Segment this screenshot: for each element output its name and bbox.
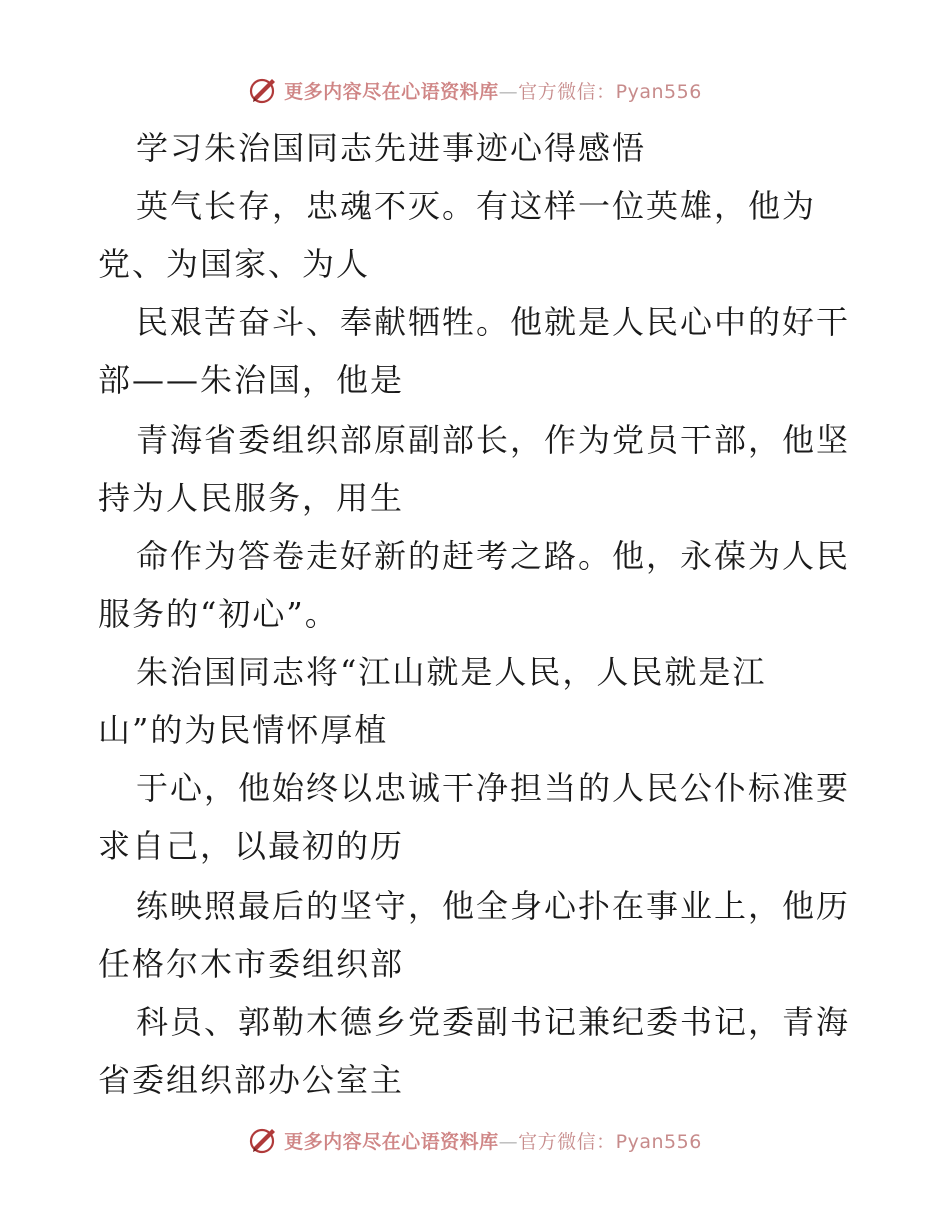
- footer-banner: [0, 1120, 950, 1160]
- paragraph-line: 持为人民服务，用生: [98, 479, 405, 517]
- paragraph-line: 民艰苦奋斗、奉献牺牲。他就是人民心中的好干: [136, 303, 851, 341]
- paragraph-line: 求自己，以最初的历: [98, 827, 405, 865]
- paragraph-line: 英气长存，忠魂不灭。有这样一位英雄，他为: [136, 187, 817, 225]
- banner-separator: —: [498, 1130, 519, 1153]
- paragraph-line: 朱治国同志将“江山就是人民，人民就是江: [136, 653, 767, 691]
- quill-pen-logo-icon: [248, 75, 278, 105]
- paragraph-line: 服务的“初心”。: [98, 595, 339, 633]
- paragraph-line: 练映照最后的坚守，他全身心扑在事业上，他历: [136, 887, 851, 925]
- banner-wechat-text: 官方微信：Pyan556: [518, 1130, 702, 1153]
- footer-banner-text: [284, 1127, 702, 1154]
- paragraph-line: 党、为国家、为人: [98, 245, 371, 283]
- paragraph-line: 省委组织部办公室主: [98, 1061, 405, 1099]
- paragraph-line: 命作为答卷走好新的赶考之路。他，永葆为人民: [136, 537, 851, 575]
- banner-site-text: 更多内容尽在心语资料库: [284, 80, 499, 103]
- paragraph-line: 部——朱治国，他是: [98, 361, 405, 399]
- document-title: 学习朱治国同志先进事迹心得感悟: [136, 129, 647, 167]
- paragraph-line: 青海省委组织部原副部长，作为党员干部，他坚: [136, 421, 851, 459]
- banner-wechat-text: 官方微信：Pyan556: [518, 80, 702, 103]
- header-banner: [0, 70, 950, 110]
- header-banner-text: [284, 77, 702, 104]
- paragraph-line: 于心，他始终以忠诚干净担当的人民公仆标准要: [136, 769, 851, 807]
- banner-site-text: 更多内容尽在心语资料库: [284, 1130, 499, 1153]
- quill-pen-logo-icon: [248, 1125, 278, 1155]
- paragraph-line: 山”的为民情怀厚植: [98, 711, 389, 749]
- paragraph-line: 任格尔木市委组织部: [98, 945, 405, 983]
- banner-separator: —: [498, 80, 519, 103]
- paragraph-line: 科员、郭勒木德乡党委副书记兼纪委书记，青海: [136, 1003, 851, 1041]
